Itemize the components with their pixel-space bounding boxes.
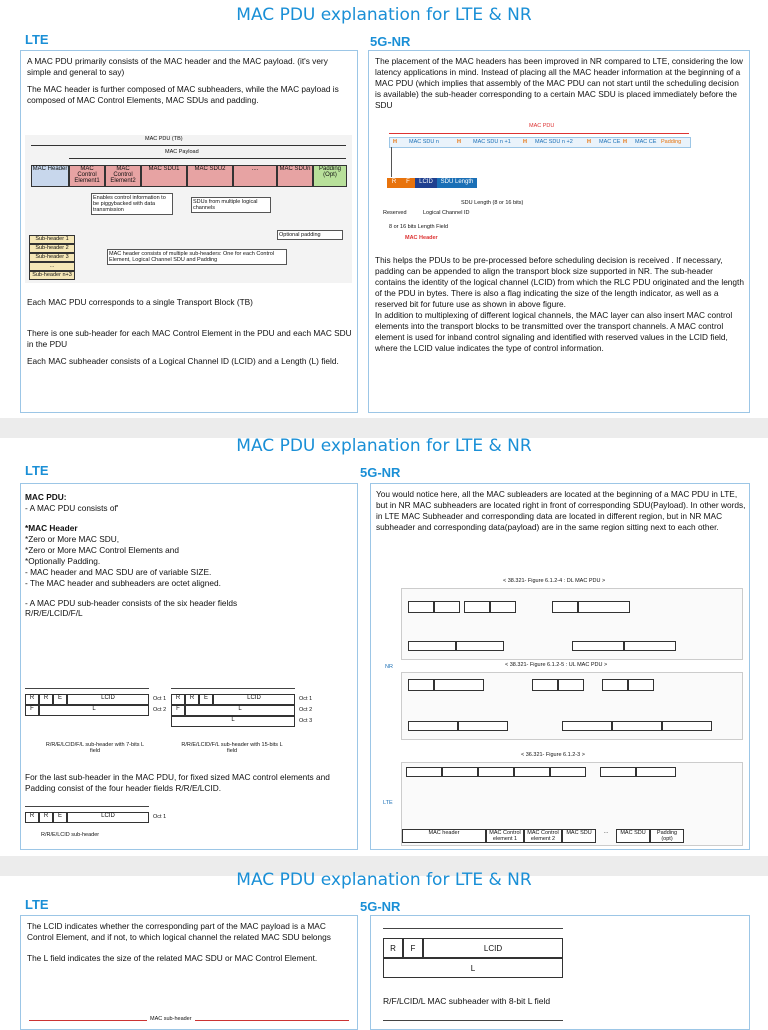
- fig-dl-caption: < 38.321- Figure 6.1.2-4 : DL MAC PDU >: [503, 578, 606, 584]
- lte-note-header: MAC header consists of multiple sub-headers: One for each Control Element, Logical Channel SDU and Padding: [107, 249, 287, 265]
- lte-36321-figure: [401, 762, 743, 846]
- nr-cell-h4: H: [587, 139, 591, 145]
- hdr15-oct1: Oct 1: [299, 696, 313, 702]
- lte-bar-dots: ...: [603, 829, 609, 835]
- hdr7-lcid: LCID: [67, 694, 149, 705]
- lte-subheader-n: Sub-header n+3: [29, 271, 75, 280]
- nr-cell-sdu-n1: MAC SDU n +1: [473, 139, 511, 145]
- lte2-line-5: *Zero or More MAC SDU,: [25, 533, 120, 544]
- lte2-line-8: - MAC header and MAC SDU are of variable SIZE.: [25, 566, 212, 577]
- lte-cell-sdun: MAC SDUn: [277, 165, 313, 187]
- hdr4-e: E: [53, 812, 67, 823]
- lte-bar-sdu2: MAC SDU: [616, 829, 650, 843]
- lte-note-sdu: SDUs from multiple logical channels: [191, 197, 271, 213]
- slide-separator-1: [0, 418, 768, 438]
- hdr15-caption: R/R/E/LCID/F/L sub-header with 15-bits L field: [181, 742, 283, 754]
- lte-cell-sdu1: MAC SDU1: [141, 165, 187, 187]
- lte-note-control: Enables control information to be piggybacked with data transmission: [91, 193, 173, 215]
- nr-note-length-field: 8 or 16 bits Length Field: [389, 224, 449, 230]
- lte-bar-header: MAC header: [402, 829, 486, 843]
- hdr15-l1: L: [185, 705, 295, 716]
- lte3-lcid-paragraph: The LCID indicates whether the corresponding part of the MAC payload is a MAC Control Element, and if not, to which logical channel the related MAC SDU belongs: [27, 921, 331, 942]
- hdr15-r1: R: [171, 694, 185, 705]
- nr-cell-h2: H: [457, 139, 461, 145]
- slide1-nr-box: [368, 50, 750, 413]
- nr-preprocess-paragraph: This helps the PDUs to be pre-processed before scheduling decision is received . If necessary, padding can be appended to align the transport block size supported in NR. The sub-header contains the identity of the logical channel (LCID) from which the RLC PDU originated and the length of the PDU in bytes. There is also a flag indicating the size of the length indicator, as well as a reserved bit for future use as shown in above figure.: [375, 255, 744, 309]
- lte-bar-padding: Padding (opt): [650, 829, 684, 843]
- nr-cell-padding: Padding: [661, 139, 682, 145]
- nr3-cell-r: R: [383, 938, 403, 958]
- lte-subheader-3: Sub-header 3: [29, 253, 75, 262]
- slide3-nr-label: 5G-NR: [360, 899, 401, 914]
- slide2-lte-label: LTE: [25, 463, 49, 478]
- nr-dl-figure: [401, 588, 743, 660]
- lte2-line-6: *Zero or More MAC Control Elements and: [25, 544, 180, 555]
- lte2-line-10: [25, 589, 355, 598]
- lte-lcid-sentence: Each MAC subheader consists of a Logical Channel ID (LCID) and a Length (L) field.: [27, 355, 339, 366]
- lte-subheader-dots: ...: [29, 262, 75, 271]
- nr-pdu-label: MAC PDU: [529, 123, 555, 129]
- lte-cell-ce2: MAC Control Element2: [105, 165, 141, 187]
- hdr4-lcid: LCID: [67, 812, 149, 823]
- lte2-line-11: - A MAC PDU sub-header consists of the six header fields R/R/E/LCID/F/L: [25, 597, 238, 619]
- lte-bar-sdu1: MAC SDU: [562, 829, 596, 843]
- hdr7-f: F: [25, 705, 39, 716]
- nr3-cell-lcid: LCID: [423, 938, 563, 958]
- lte-cell-sdu2: MAC SDU2: [187, 165, 233, 187]
- lte2-line-2: - A MAC PDU consists of': [25, 502, 119, 513]
- nr-cell-h5: H: [623, 139, 627, 145]
- nr-intro-paragraph: The placement of the MAC headers has been improved in NR compared to LTE, considering the low latency applications in mind. Instead of placing all the MAC header information at the beginning of a MAC PDU (which implies that assembly of the MAC PDU can not start until the scheduling decision is available) the sub-header corresponding to a certain MAC SDU is placed immediately before the SDU: [375, 56, 743, 110]
- slide2-title: MAC PDU explanation for LTE & NR: [236, 436, 532, 456]
- lte-cell-dots: ....: [233, 165, 277, 187]
- hdr15-oct3: Oct 3: [299, 718, 313, 724]
- slide3-lte-box: [20, 915, 358, 1030]
- nr-note-reserved: Reserved: [383, 210, 407, 216]
- nr-multiplex-paragraph: In addition to multiplexing of different logical channels, the MAC layer can also insert MAC control elements into the transport blocks to be transmitted over the transport channels. A MAC control element is used for inband control signaling and identified with reserved values in the LCID field, where the LCID value indicates the type of control information.: [375, 309, 733, 353]
- hdr4-oct: Oct 1: [153, 814, 167, 820]
- nr-note-sdu-length: SDU Length (8 or 16 bits): [461, 200, 524, 206]
- lte-note-padding: Optional padding: [277, 230, 343, 240]
- fig-ul-caption: < 38.321- Figure 6.1.2-5 : UL MAC PDU >: [505, 662, 608, 668]
- fig-lte-caption: < 36.321- Figure 6.1.2-3 >: [521, 752, 585, 758]
- nr-cell-sdu-n2: MAC SDU n +2: [535, 139, 573, 145]
- lte-tb-sentence: Each MAC PDU corresponds to a single Transport Block (TB): [27, 297, 253, 307]
- nr-note-lcid: Logical Channel ID: [423, 210, 470, 216]
- lte-pdu-label: MAC PDU (TB): [145, 136, 183, 142]
- slide1-lte-box: [20, 50, 358, 413]
- hdr4-diagram: [25, 802, 185, 846]
- lte-subheader-1: Sub-header 1: [29, 235, 75, 244]
- nr-ul-figure: [401, 672, 743, 740]
- slide3-nr-box: [370, 915, 750, 1030]
- hdr7-l: L: [39, 705, 149, 716]
- nr3-caption: R/F/LCID/L MAC subheader with 8-bit L field: [383, 996, 551, 1006]
- hdr7-e: E: [53, 694, 67, 705]
- lte-bar-ce2: MAC Control element 2: [524, 829, 562, 843]
- nr-note-mac-header: MAC Header: [405, 235, 438, 241]
- nr-sub-f: F: [401, 178, 415, 188]
- hdr7-r1: R: [25, 694, 39, 705]
- hdr15-r2: R: [185, 694, 199, 705]
- slide3-lte-label: LTE: [25, 897, 49, 912]
- lte2-line-7: *Optionally Padding.: [25, 555, 101, 566]
- slide3-title: MAC PDU explanation for LTE & NR: [236, 870, 532, 890]
- nr3-cell-l: L: [383, 958, 563, 978]
- nr-sub-lcid: LCID: [415, 178, 437, 188]
- nr-mac-pdu-diagram: [379, 123, 699, 253]
- nr-cell-h3: H: [523, 139, 527, 145]
- nr-sub-r: R: [387, 178, 401, 188]
- lte3-subheader-label: MAC sub-header: [147, 1016, 195, 1022]
- nr-side-label: NR: [385, 664, 393, 670]
- nr-cell-ce1: MAC CE: [599, 139, 621, 145]
- lte-subheader-2: Sub-header 2: [29, 244, 75, 253]
- slide1-lte-label: LTE: [25, 32, 49, 47]
- hdr4-caption: R/R/E/LCID sub-header: [41, 832, 100, 838]
- hdr15-oct2: Oct 2: [299, 707, 313, 713]
- lte3-l-field-paragraph: The L field indicates the size of the related MAC SDU or MAC Control Element.: [27, 952, 318, 963]
- nr2-paragraph: You would notice here, all the MAC subleaders are located at the beginning of a MAC PDU in LTE, but in NR MAC subheaders are located right in front of corresponding SDU(Payload). In other words, in LTE MAC Subheader and corresponding data are located in different region, but in NR MAC subheader and corresponding data(payload) are in the same region sitting next to each other.: [376, 489, 746, 532]
- lte-payload-label: MAC Payload: [165, 149, 199, 155]
- hdr15-e: E: [199, 694, 213, 705]
- nr-cell-h1: H: [393, 139, 397, 145]
- hdr7-r2: R: [39, 694, 53, 705]
- slide2-nr-box: [370, 483, 750, 850]
- hdr7-caption: R/R/E/LCID/F/L sub-header with 7-bits L field: [45, 742, 145, 754]
- hdr15-lcid: LCID: [213, 694, 295, 705]
- hdr15-l2: L: [171, 716, 295, 727]
- lte2-line-4: *MAC Header: [25, 522, 78, 533]
- nr-cell-ce2: MAC CE: [635, 139, 657, 145]
- lte-cell-padding: Padding (Opt): [313, 165, 347, 187]
- hdr7-oct2: Oct 2: [153, 707, 167, 713]
- lte2-line-9: - The MAC header and subheaders are octet aligned.: [25, 577, 221, 588]
- nr3-subheader-diagram: [383, 924, 563, 984]
- lte-subheader-sentence: There is one sub-header for each MAC Control Element in the PDU and each MAC SDU in the PDU: [27, 327, 352, 349]
- hdr4-r2: R: [39, 812, 53, 823]
- slide2-lte-box: [20, 483, 358, 850]
- nr-cell-sdu-n: MAC SDU n: [409, 139, 439, 145]
- hdr7-oct1: Oct 1: [153, 696, 167, 702]
- lte2-line-1: MAC PDU:: [25, 492, 67, 502]
- lte-mac-pdu-diagram: [25, 135, 352, 283]
- slide1-title: MAC PDU explanation for LTE & NR: [236, 5, 532, 25]
- nr3-cell-f: F: [403, 938, 423, 958]
- lte2-line-3: [25, 514, 355, 523]
- lte-cell-ce1: MAC Control Element1: [69, 165, 105, 187]
- lte-bar-ce1: MAC Control element 1: [486, 829, 524, 843]
- nr-sub-length: SDU Length: [437, 178, 477, 188]
- hdr15-diagram: [171, 680, 351, 752]
- lte-cell-header: MAC Header: [31, 165, 69, 187]
- slide1-nr-label: 5G-NR: [370, 34, 411, 49]
- lte-side-label: LTE: [383, 800, 393, 806]
- hdr7-diagram: [25, 680, 175, 752]
- slide2-nr-label: 5G-NR: [360, 465, 401, 480]
- hdr15-f: F: [171, 705, 185, 716]
- hdr4-r1: R: [25, 812, 39, 823]
- lte-header-paragraph: The MAC header is further composed of MAC subheaders, while the MAC payload is composed of MAC Control Elements, MAC SDUs and padding.: [27, 83, 339, 105]
- lte2-last-subheader-text: For the last sub-header in the MAC PDU, for fixed sized MAC control elements and Padding consist of the four header fields R/R/E/LCID.: [25, 772, 330, 793]
- lte-intro-paragraph: A MAC PDU primarily consists of the MAC header and the MAC payload. (it's very simple and general to say): [27, 56, 328, 77]
